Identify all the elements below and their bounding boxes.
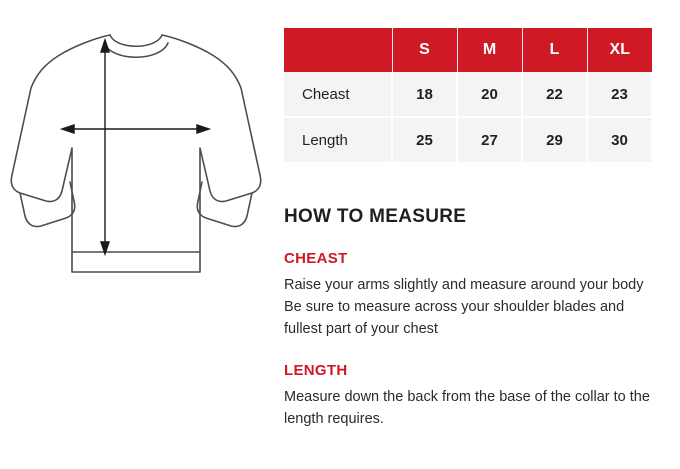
cheast-section xyxy=(284,250,656,340)
how-to-measure-title: HOW TO MEASURE xyxy=(284,206,467,227)
column-header-l: L xyxy=(522,28,587,72)
length-section xyxy=(284,362,656,431)
length-measure-arrow xyxy=(101,40,109,254)
table-header-row xyxy=(284,28,652,72)
column-header-s: S xyxy=(392,28,457,72)
right-column xyxy=(284,28,656,431)
length-s-value: 25 xyxy=(392,117,457,162)
chest-measure-arrow xyxy=(62,125,209,133)
length-section-body: Measure down the back from the base of the collar to the length requires. xyxy=(284,389,650,427)
length-xl-value: 30 xyxy=(587,117,652,162)
cheast-section-body: Raise your arms slightly and measure around your body Be sure to measure across your shoulder blades and fullest part of your chest xyxy=(284,277,644,337)
size-table xyxy=(284,28,653,162)
table-row xyxy=(284,72,652,117)
column-header-m: M xyxy=(457,28,522,72)
length-m-value: 27 xyxy=(457,117,522,162)
table-row xyxy=(284,117,652,162)
column-header-xl: XL xyxy=(587,28,652,72)
cheast-l-value: 22 xyxy=(522,72,587,117)
length-section-heading: LENGTH xyxy=(284,362,348,380)
cheast-s-value: 18 xyxy=(392,72,457,117)
row-label-cheast: Cheast xyxy=(284,72,392,117)
cheast-xl-value: 23 xyxy=(587,72,652,117)
table-corner-cell xyxy=(284,28,392,72)
row-label-length: Length xyxy=(284,117,392,162)
size-table-body xyxy=(284,72,652,162)
size-table-header xyxy=(284,28,652,72)
cheast-section-heading: CHEAST xyxy=(284,250,348,267)
length-l-value: 29 xyxy=(522,117,587,162)
garment-illustration xyxy=(0,0,272,469)
cheast-m-value: 20 xyxy=(457,72,522,117)
